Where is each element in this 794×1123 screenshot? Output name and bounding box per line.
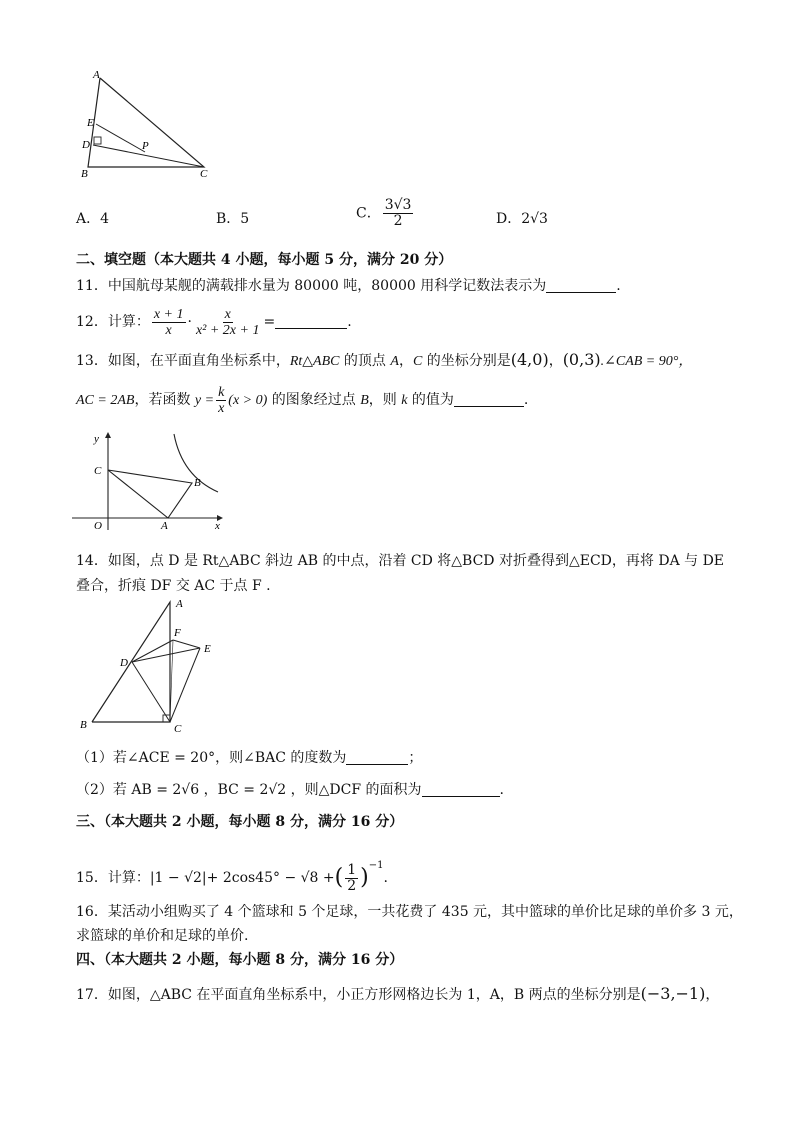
q10-option-c-prefix: C． <box>356 205 381 222</box>
q13-angle: .∠CAB = 90°， <box>600 354 693 369</box>
q13-line2-e: 的值为 <box>407 392 454 408</box>
label-b: B <box>80 719 87 731</box>
q13-answer-blank[interactable] <box>454 406 524 407</box>
q15-end: . <box>383 870 388 886</box>
q12 <box>76 302 352 342</box>
section2-heading: 二、填空题（本大题共 4 小题，每小题 5 分，满分 20 分） <box>76 252 453 268</box>
right-angle-mark <box>94 137 101 144</box>
segment-ep <box>96 124 145 152</box>
q13-func-cond: (x > 0) <box>228 393 268 408</box>
q12-equals: = <box>263 314 276 330</box>
label-d: D <box>120 657 128 669</box>
q13-line2-d: ，则 <box>368 392 402 408</box>
q16-line2: 求篮球的单价和足球的单价. <box>76 928 249 944</box>
q15-mid: + 2cos45° − √8 + <box>206 870 335 886</box>
label-a: A <box>93 69 100 81</box>
q15-half-den: 2 <box>347 877 357 894</box>
label-e: E <box>87 117 94 129</box>
q12-frac1-den: x <box>165 322 172 338</box>
q13-line2 <box>76 380 528 421</box>
q12-prefix: 12．计算： <box>76 314 150 330</box>
q17-text: 17．如图，△ABC 在平面直角坐标系中，小正方形网格边长为 1，A，B 两点的坐标分别是 <box>76 987 641 1003</box>
q10-triangle-figure <box>78 68 218 180</box>
triangle-abc-outline <box>88 78 204 167</box>
q13-end: . <box>523 392 529 408</box>
q13-func-den: x <box>218 400 225 416</box>
label-o: O <box>94 520 102 532</box>
label-b: B <box>194 477 201 489</box>
q15-exponent: −1 <box>368 860 384 871</box>
segment-dc <box>132 662 170 722</box>
q16-line1: 16．某活动小组购买了 4 个篮球和 5 个足球，一共花费了 435 元，其中篮球的单价比足球的单价多 3 元， <box>76 904 743 920</box>
q13-line2-c: 的图象经过点 <box>267 392 361 408</box>
q10-option-c <box>356 198 415 229</box>
triangle-cab <box>108 470 192 518</box>
q13-point-a: A <box>390 354 399 369</box>
q10-option-a: A．4 <box>76 211 110 227</box>
q15-abs: |1 − √2| <box>149 870 207 886</box>
y-axis-arrow <box>105 432 111 438</box>
label-c: C <box>94 465 102 477</box>
q10-option-d: D．2√3 <box>496 211 548 227</box>
label-d: D <box>82 139 90 151</box>
q12-answer-blank[interactable] <box>275 328 347 329</box>
q13-sep: ， <box>398 353 413 369</box>
q11 <box>76 276 621 296</box>
q11-end: . <box>616 278 621 294</box>
q13-coord-c: (0,3) <box>562 350 601 369</box>
q13-coord-a: (4,0) <box>510 350 549 369</box>
label-a: A <box>176 598 183 610</box>
q12-frac2-den: x² + 2x + 1 <box>195 322 260 338</box>
q13-line1-a: 13．如图，在平面直角坐标系中， <box>76 353 290 369</box>
label-p: P <box>142 140 149 152</box>
segment-ec <box>170 648 200 722</box>
q12-dot: · <box>187 314 192 330</box>
segment-de <box>132 648 200 662</box>
q10-option-c-numerator: 3√3 <box>384 197 412 213</box>
q13-point-c: C <box>412 354 423 369</box>
q17-end: ， <box>705 987 720 1003</box>
q13-line1-b: 的顶点 <box>339 353 391 369</box>
q14-part2-blank[interactable] <box>422 796 500 797</box>
q13-coordinate-figure <box>72 430 230 532</box>
q14-part1 <box>76 748 422 768</box>
q14-part1-text: （1）若∠ACE = 20°，则∠BAC 的度数为 <box>76 750 347 766</box>
q13-k: k <box>401 393 408 408</box>
q17-coord: (−3,−1) <box>640 984 706 1003</box>
q10-option-b: B．5 <box>216 211 250 227</box>
q14-part2-text: （2）若 AB = 2√6 ，BC = 2√2 ，则△DCF 的面积为 <box>76 782 422 798</box>
label-y: y <box>94 433 99 445</box>
q11-text: 11．中国航母某舰的满载排水量为 80000 吨，80000 用科学记数法表示为 <box>76 278 547 294</box>
q13-line2-b: ，若函数 <box>134 392 195 408</box>
q12-end: . <box>347 314 352 330</box>
q13-sep2: ， <box>548 353 563 369</box>
label-e: E <box>204 643 211 655</box>
q14-line1: 14．如图，点 D 是 Rt△ABC 斜边 AB 的中点，沿着 CD 将△BCD 对折叠得到△ECD，再将 DA 与 DE <box>76 553 725 569</box>
q13-func-y: y = <box>194 393 215 408</box>
q15-prefix: 15．计算： <box>76 870 150 886</box>
q10-option-c-denominator: 2 <box>393 213 403 229</box>
q15: 15．计算：|1 − √2|+ 2cos45° − √8 +( $\frac{1}{2}$ )$^{-1}$. <box>76 860 388 894</box>
section4-heading: 四、（本大题共 2 小题，每小题 8 分，满分 16 分） <box>76 952 404 968</box>
label-b: B <box>81 168 88 180</box>
label-x: x <box>215 520 220 532</box>
q14-part2 <box>76 780 504 800</box>
section3-heading: 三、（本大题共 2 小题，每小题 8 分，满分 16 分） <box>76 814 404 830</box>
q13-line1 <box>76 350 692 372</box>
q17 <box>76 984 719 1005</box>
q14-line2: 叠合，折痕 DF 交 AC 于点 F . <box>76 578 271 594</box>
q14-part2-end: . <box>499 782 504 798</box>
q14-triangle-figure <box>78 596 226 734</box>
q13-line1-c: 的坐标分别是 <box>422 353 511 369</box>
label-c: C <box>174 723 182 734</box>
q13-ac-2ab: AC = 2AB <box>76 393 135 408</box>
q14-part1-blank[interactable] <box>346 764 408 765</box>
segment-fe <box>173 640 200 648</box>
q13-rt-abc: Rt△ABC <box>289 354 340 369</box>
label-c: C <box>200 168 208 180</box>
q12-frac1-num: x + 1 <box>153 306 184 322</box>
label-f: F <box>174 627 181 639</box>
q15-half-num: 1 <box>347 861 357 878</box>
q13-point-b: B <box>360 393 369 408</box>
q12-frac2-num: x <box>224 306 231 322</box>
label-a: A <box>161 520 168 532</box>
q11-answer-blank[interactable] <box>546 292 616 293</box>
q14-part1-end: ； <box>408 750 423 766</box>
q13-func-num: k <box>218 384 225 400</box>
